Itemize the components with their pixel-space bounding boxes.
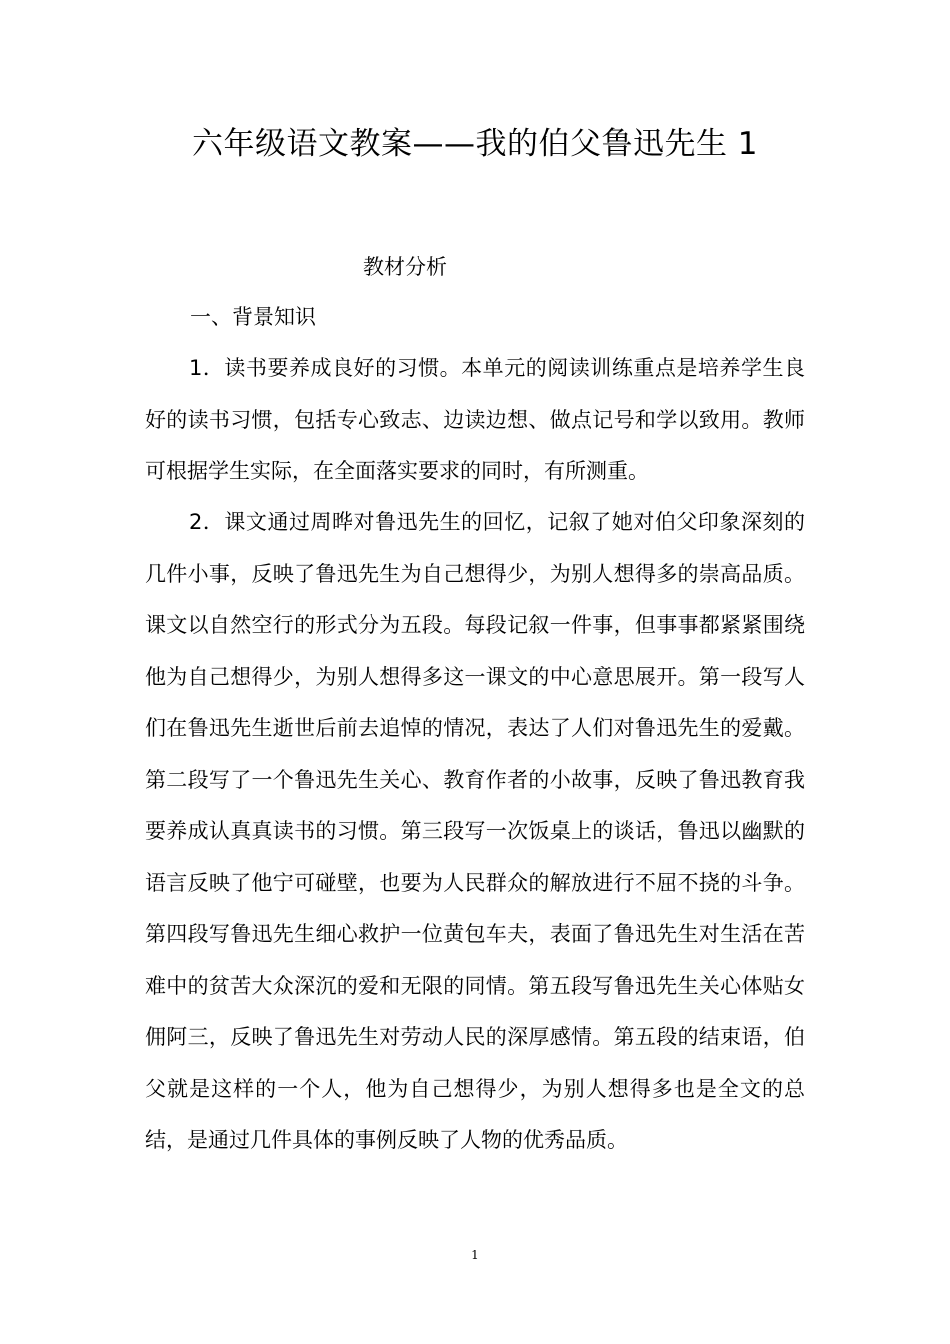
document-title: 六年级语文教案——我的伯父鲁迅先生 1	[191, 126, 759, 162]
paragraph-reading-habits: 1．读书要养成良好的习惯。本单元的阅读训练重点是培养学生良好的读书习惯，包括专心致志、边读边想、做点记号和学以致用。教师可根据学生实际，在全面落实要求的同时，有所测重。	[145, 356, 805, 483]
paragraph-text-analysis: 2．课文通过周晔对鲁迅先生的回忆，记叙了她对伯父印象深刻的几件小事，反映了鲁迅先生为自己想得少，为别人想得多的崇高品质。课文以自然空行的形式分为五段。每段记叙一件事，但事事都紧紧围绕他为自己想得少，为别人想得多这一课文的中心意思展开。第一段写人们在鲁迅先生逝世后前去追悼的情况，表达了人们对鲁迅先生的爱戴。第二段写了一个鲁迅先生关心、教育作者的小故事，反映了鲁迅教育我要养成认真真读书的习惯。第三段写一次饭桌上的谈话，鲁迅以幽默的语言反映了他宁可碰壁，也要为人民群众的解放进行不屈不挠的斗争。第四段写鲁迅先生细心救护一位黄包车夫，表面了鲁迅先生对生活在苦难中的贫苦大众深沉的爱和无限的同情。第五段写鲁迅先生关心体贴女佣阿三，反映了鲁迅先生对劳动人民的深厚感情。第五段的结束语，伯父就是这样的一个人，他为自己想得少，为别人想得多也是全文的总结，是通过几件具体的事例反映了人物的优秀品质。	[145, 510, 805, 1152]
section-heading: 教材分析	[363, 255, 447, 279]
page-number: 1	[471, 1248, 479, 1262]
subheading-background-knowledge: 一、背景知识	[190, 305, 316, 329]
